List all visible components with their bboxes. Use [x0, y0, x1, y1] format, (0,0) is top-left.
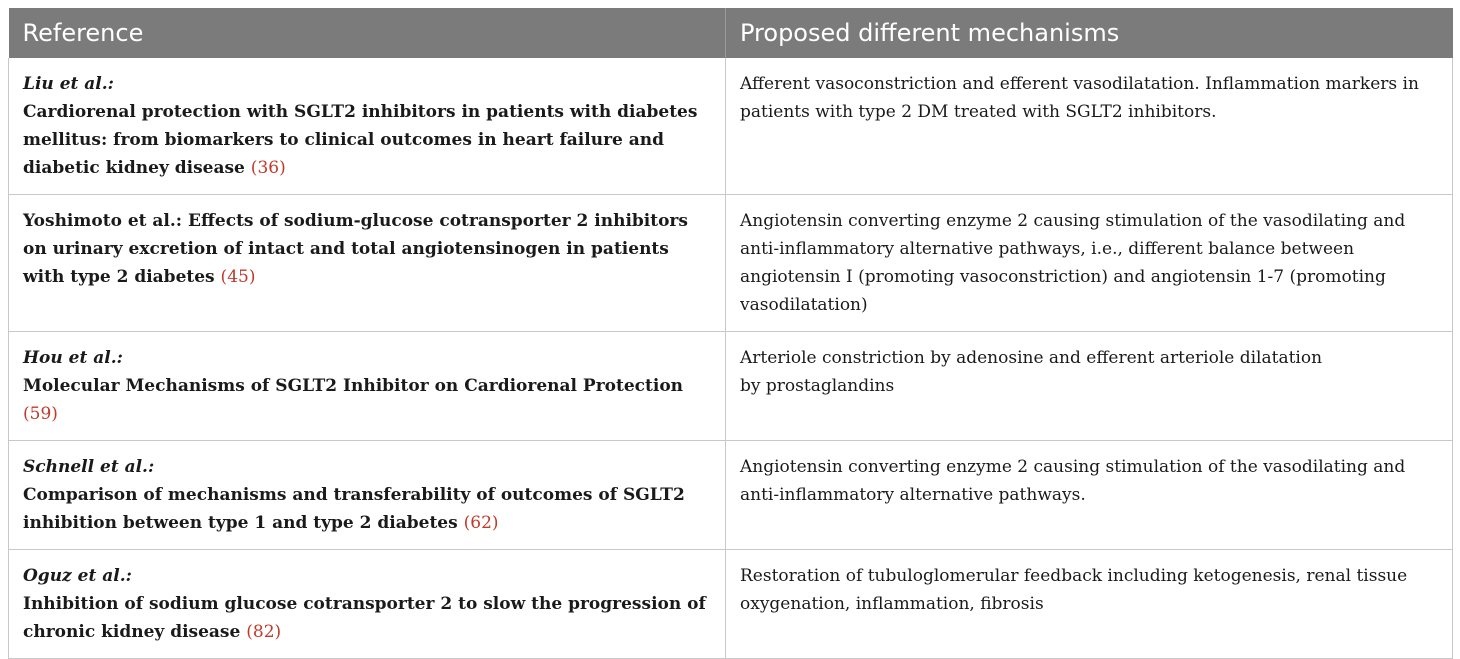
table-row — [9, 195, 1453, 332]
header-reference: Reference — [9, 8, 726, 58]
author-name: Schnell et al.: — [23, 457, 155, 477]
mechanism-cell: Afferent vasoconstriction and efferent vasodilatation. Inflammation markers in patients with type 2 DM treated with SGLT2 inhibitors. — [726, 58, 1453, 195]
table-row — [9, 332, 1453, 441]
reference-cell — [9, 550, 726, 659]
reference-cell — [9, 195, 726, 332]
citation-number[interactable]: 45 — [227, 267, 249, 287]
table-header — [9, 8, 1453, 58]
reference-title: Cardiorenal protection with SGLT2 inhibitors in patients with diabetes mellitus: from biomarkers to clinical outcomes in heart failure and diabetic kidney disease — [23, 102, 698, 178]
author-name: Yoshimoto et al.: — [23, 211, 183, 231]
mechanism-line: Arteriole constriction by adenosine and efferent arteriole dilatation — [740, 348, 1323, 368]
table-row — [9, 58, 1453, 195]
mechanism-cell: Angiotensin converting enzyme 2 causing stimulation of the vasodilating and anti-inflammatory alternative pathways, i.e., different balance between angiotensin I (promoting vasoconstriction) and angiotensin 1-7 (promoting vasodilatation) — [726, 195, 1453, 332]
reference-title: Inhibition of sodium glucose cotransporter 2 to slow the progression of chronic kidney disease — [23, 594, 706, 642]
mechanism-line: by prostaglandins — [740, 376, 895, 396]
citation-link: (62) — [463, 513, 499, 533]
citation-number[interactable]: 36 — [257, 158, 280, 178]
reference-title: Comparison of mechanisms and transferability of outcomes of SGLT2 inhibition between type 1 and type 2 diabetes — [23, 485, 685, 533]
citation-number[interactable]: 62 — [470, 513, 492, 533]
citation-link: (45) — [220, 267, 256, 287]
reference-table-container — [8, 8, 1452, 659]
mechanism-cell: Restoration of tubuloglomerular feedback including ketogenesis, renal tissue oxygenation, inflammation, fibrosis — [726, 550, 1453, 659]
header-mechanisms: Proposed different mechanisms — [726, 8, 1453, 58]
reference-cell — [9, 332, 726, 441]
reference-title: Effects of sodium-glucose cotransporter 2 inhibitors on urinary excretion of intact and total angiotensinogen in patients with type 2 diabetes — [23, 211, 688, 287]
mechanism-cell — [726, 332, 1453, 441]
citation-number[interactable]: 82 — [252, 622, 275, 642]
header-row — [9, 8, 1453, 58]
citation-link: (36) — [250, 158, 286, 178]
citation-link: (59) — [23, 404, 58, 424]
reference-cell — [9, 441, 726, 550]
table-body — [9, 58, 1453, 659]
table-row — [9, 441, 1453, 550]
citation-link: (82) — [246, 622, 282, 642]
reference-title: Molecular Mechanisms of SGLT2 Inhibitor on Cardiorenal Protection — [23, 376, 684, 396]
author-name: Hou et al.: — [23, 348, 123, 368]
reference-cell — [9, 58, 726, 195]
mechanisms-table — [8, 8, 1453, 659]
author-name: Liu et al.: — [23, 74, 114, 94]
author-name: Oguz et al.: — [23, 566, 132, 586]
mechanism-cell: Angiotensin converting enzyme 2 causing stimulation of the vasodilating and anti-inflammatory alternative pathways. — [726, 441, 1453, 550]
table-row — [9, 550, 1453, 659]
citation-number[interactable]: 59 — [29, 404, 52, 424]
